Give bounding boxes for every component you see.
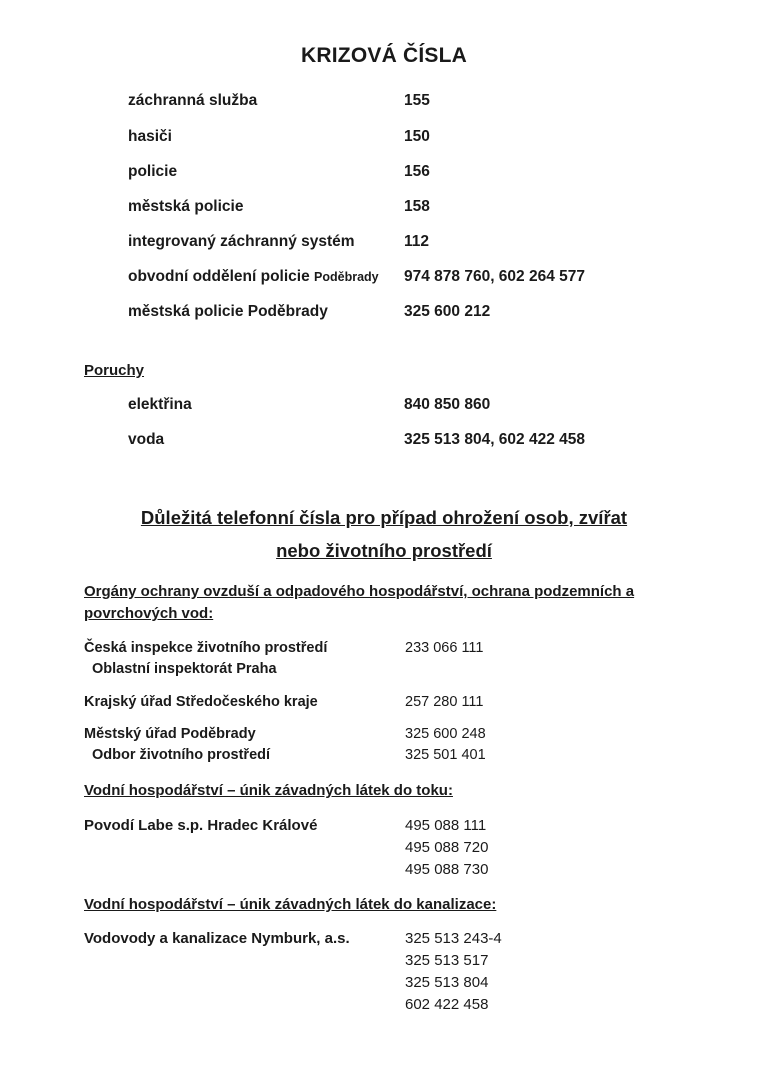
- crisis-number-city-police-podebrady: 325 600 212: [404, 303, 491, 320]
- entry-povodi-label: Povodí Labe s.p. Hradec Králové: [84, 817, 318, 834]
- poruchy-number-electricity: 840 850 860: [404, 396, 491, 413]
- section3-heading: Vodní hospodářství – únik závadných látek do kanalizace:: [84, 896, 497, 913]
- crisis-label-police: policie: [128, 163, 178, 180]
- crisis-number-city-police: 158: [404, 198, 430, 215]
- crisis-number-district-police: 974 878 760, 602 264 577: [404, 268, 586, 285]
- poruchy-number-water: 325 513 804, 602 422 458: [404, 431, 586, 448]
- section1-heading-line2: povrchových vod:: [84, 605, 214, 622]
- section2-heading: Vodní hospodářství – únik závadných látek do toku:: [84, 782, 453, 799]
- important-title-line2: nebo životního prostředí: [276, 540, 492, 561]
- entry-vak-label: Vodovody a kanalizace Nymburk, a.s.: [84, 930, 350, 947]
- crisis-label-firefighters: hasiči: [128, 128, 172, 145]
- entry-mu-number-2: 325 501 401: [405, 747, 486, 763]
- entry-mu-line1: Městský úřad Poděbrady: [84, 726, 256, 742]
- entry-mu-number-1: 325 600 248: [405, 726, 486, 742]
- crisis-label-district-police: [128, 268, 379, 286]
- crisis-label-irs: integrovaný záchranný systém: [128, 233, 355, 250]
- page-title: KRIZOVÁ ČÍSLA: [301, 44, 467, 67]
- crisis-label-city-police-podebrady: městská policie Poděbrady: [128, 303, 328, 320]
- important-title-line1: Důležitá telefonní čísla pro případ ohrožení osob, zvířat: [140, 507, 628, 528]
- entry-mu-line2: Odbor životního prostředí: [92, 747, 271, 763]
- crisis-number-police: 156: [404, 163, 430, 180]
- crisis-number-firefighters: 150: [404, 128, 430, 145]
- entry-povodi-number-3: 495 088 730: [405, 861, 489, 878]
- crisis-number-irs: 112: [404, 233, 430, 250]
- crisis-label-ambulance: záchranná služba: [128, 92, 258, 109]
- entry-vak-number-3: 325 513 804: [405, 974, 489, 991]
- entry-kraj-line1: Krajský úřad Středočeského kraje: [84, 694, 318, 710]
- entry-povodi-number-2: 495 088 720: [405, 839, 489, 856]
- entry-vak-number-1: 325 513 243-4: [405, 930, 502, 947]
- entry-cizp-line2: Oblastní inspektorát Praha: [92, 661, 277, 677]
- crisis-label-city-police: městská policie: [128, 198, 244, 215]
- entry-cizp-number: 233 066 111: [405, 640, 484, 656]
- poruchy-label-electricity: elektřina: [128, 396, 192, 413]
- crisis-label-district-police-suffix: Poděbrady: [314, 270, 379, 284]
- section1-heading-line1: Orgány ochrany ovzduší a odpadového hospodářství, ochrana podzemních a: [84, 583, 635, 600]
- entry-vak-number-2: 325 513 517: [405, 952, 489, 969]
- poruchy-label-water: voda: [128, 431, 165, 448]
- crisis-number-ambulance: 155: [404, 92, 430, 109]
- entry-kraj-number: 257 280 111: [405, 694, 484, 710]
- poruchy-heading: Poruchy: [84, 362, 145, 379]
- crisis-label-district-police-main: obvodní oddělení policie: [128, 268, 310, 285]
- entry-povodi-number-1: 495 088 111: [405, 817, 487, 834]
- entry-vak-number-4: 602 422 458: [405, 996, 489, 1013]
- entry-cizp-line1: Česká inspekce životního prostředí: [84, 640, 328, 656]
